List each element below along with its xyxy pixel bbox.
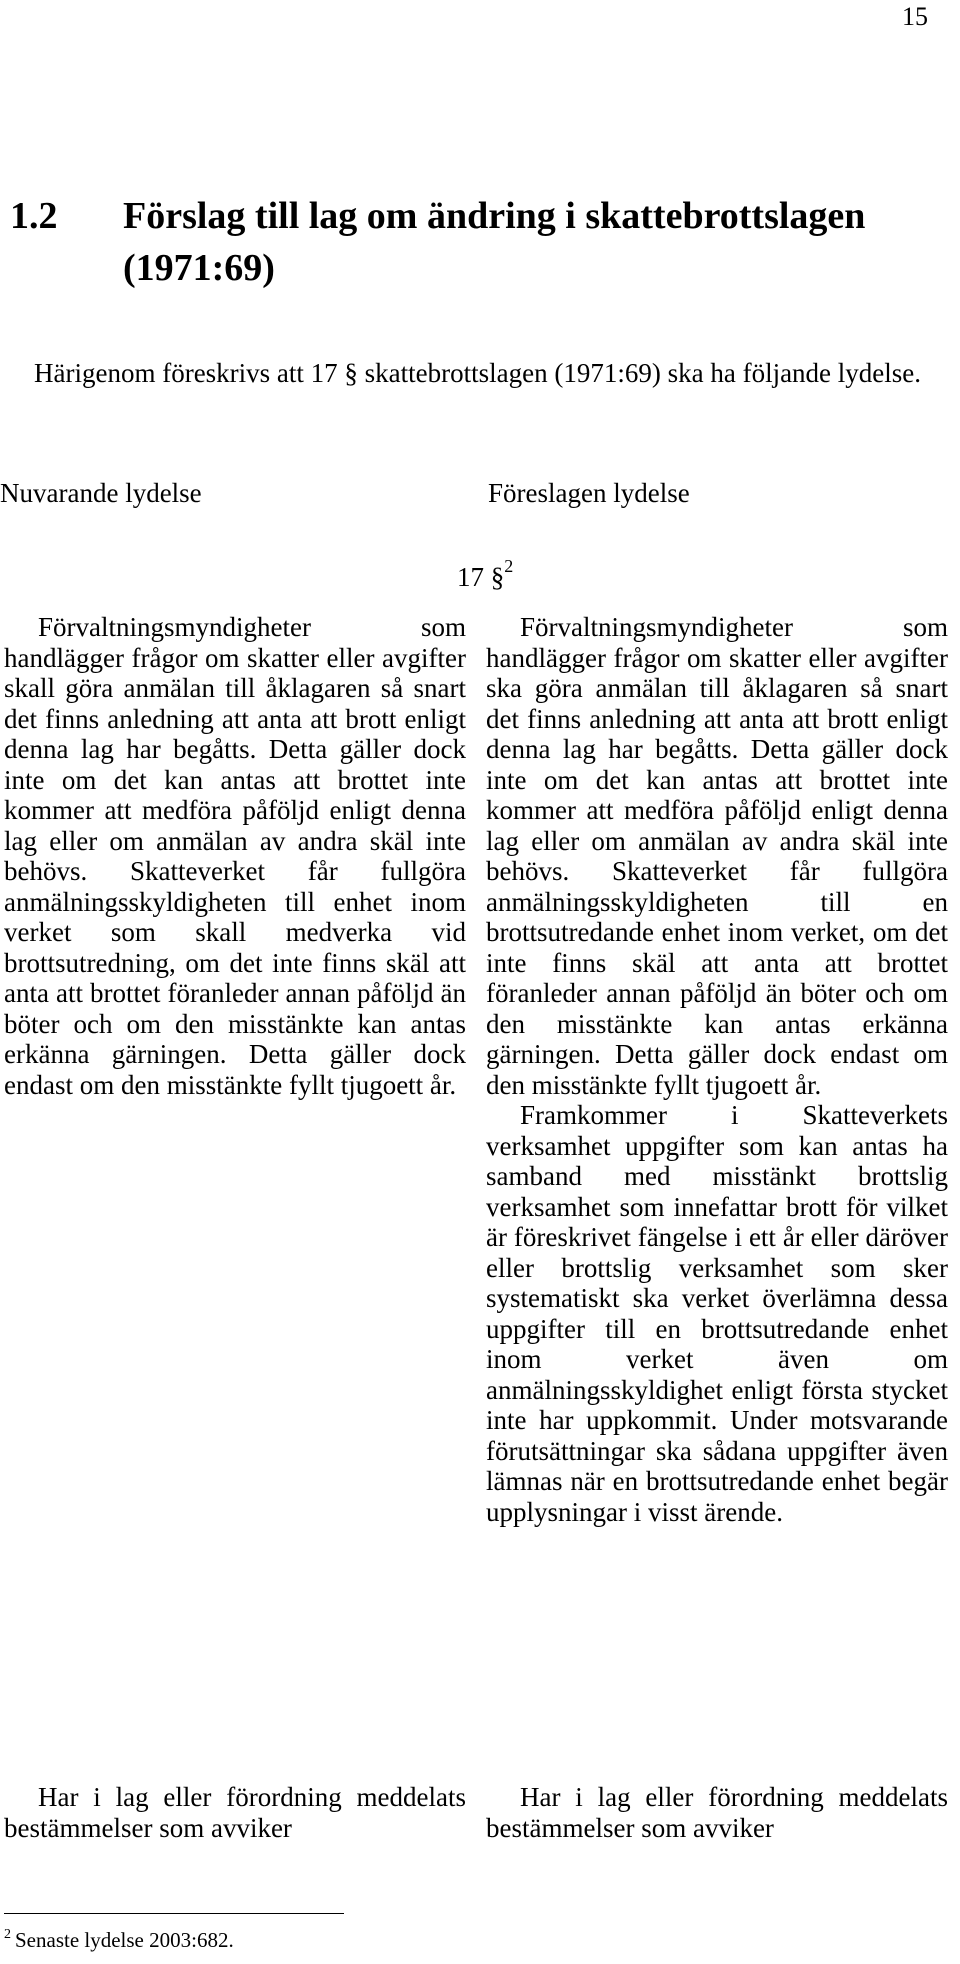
intro-paragraph: Härigenom föreskrivs att 17 § skattebrottslagen (1971:69) ska ha följande lydelse.: [34, 358, 922, 388]
page-number: 15: [902, 2, 928, 31]
current-wording-label: Nuvarande lydelse: [0, 478, 202, 508]
footnote: [4, 1927, 234, 1953]
section-heading: [10, 190, 910, 294]
footnote-text: Senaste lydelse 2003:682.: [15, 1928, 234, 1952]
footnote-reference: 2: [504, 556, 514, 576]
section-number: 17 §: [457, 562, 505, 592]
heading-title: Förslag till lag om ändring i skattebrottslagen (1971:69): [123, 195, 866, 289]
proposed-paragraph-1: Förvaltningsmyndigheter som handlägger frågor om skatter eller avgifter ska göra anmälan till åklagaren så snart det finns anledning att anta att brott enligt denna lag har begåtts. Detta gäller dock inte om det kan antas att brottet inte kommer att medföra påföljd enligt denna lag eller om anmälan av andra skäl inte behövs. Skatteverket får fullgöra anmälningsskyldigheten till en brottsutredande enhet inom verket, om det inte finns skäl att anta att brottet föranleder annan påföljd än böter och om den misstänkte kan antas erkänna gärningen. Detta gäller dock endast om den misstänkte fyllt tjugoett år.: [486, 612, 948, 1100]
current-wording-continuation: [4, 1782, 466, 1843]
proposed-paragraph-2: Framkommer i Skatteverkets verksamhet uppgifter som kan antas ha samband med misstänkt brottslig verksamhet som innefattar brott för vilket är föreskrivet fängelse i ett år eller däröver eller brottslig verksamhet som sker systematiskt ska verket överlämna dessa uppgifter till en brottsutredande enhet inom verket även om anmälningsskyldighet enligt första stycket inte har uppkommit. Under motsvarande förutsättningar ska sådana uppgifter även lämnas när en brottsutredande enhet begär upplysningar i visst ärende.: [486, 1100, 948, 1527]
current-wording-column: [4, 612, 466, 1100]
proposed-wording-continuation: [486, 1782, 948, 1843]
footnote-divider: [4, 1913, 344, 1914]
current-paragraph-1: Förvaltningsmyndigheter som handlägger frågor om skatter eller avgifter skall göra anmälan till åklagaren så snart det finns anledning att anta att brott enligt denna lag har begåtts. Detta gäller dock inte om det kan antas att brottet inte kommer att medföra påföljd enligt denna lag eller om anmälan av andra skäl inte behövs. Skatteverket får fullgöra anmälningsskyldigheten till enhet inom verket som skall medverka vid brottsutredning, om det inte finns skäl att anta att brottet föranleder annan påföljd än böter och om den misstänkte kan antas erkänna gärningen. Detta gäller dock endast om den misstänkte fyllt tjugoett år.: [4, 612, 466, 1100]
proposed-wording-label: Föreslagen lydelse: [488, 478, 690, 508]
proposed-paragraph-3: Har i lag eller förordning meddelats bestämmelser som avviker: [486, 1782, 948, 1843]
footnote-number: 2: [4, 1927, 11, 1942]
heading-number: 1.2: [10, 195, 58, 237]
current-paragraph-2: Har i lag eller förordning meddelats bestämmelser som avviker: [4, 1782, 466, 1843]
section-label: [457, 556, 513, 593]
proposed-wording-column: [486, 612, 948, 1527]
